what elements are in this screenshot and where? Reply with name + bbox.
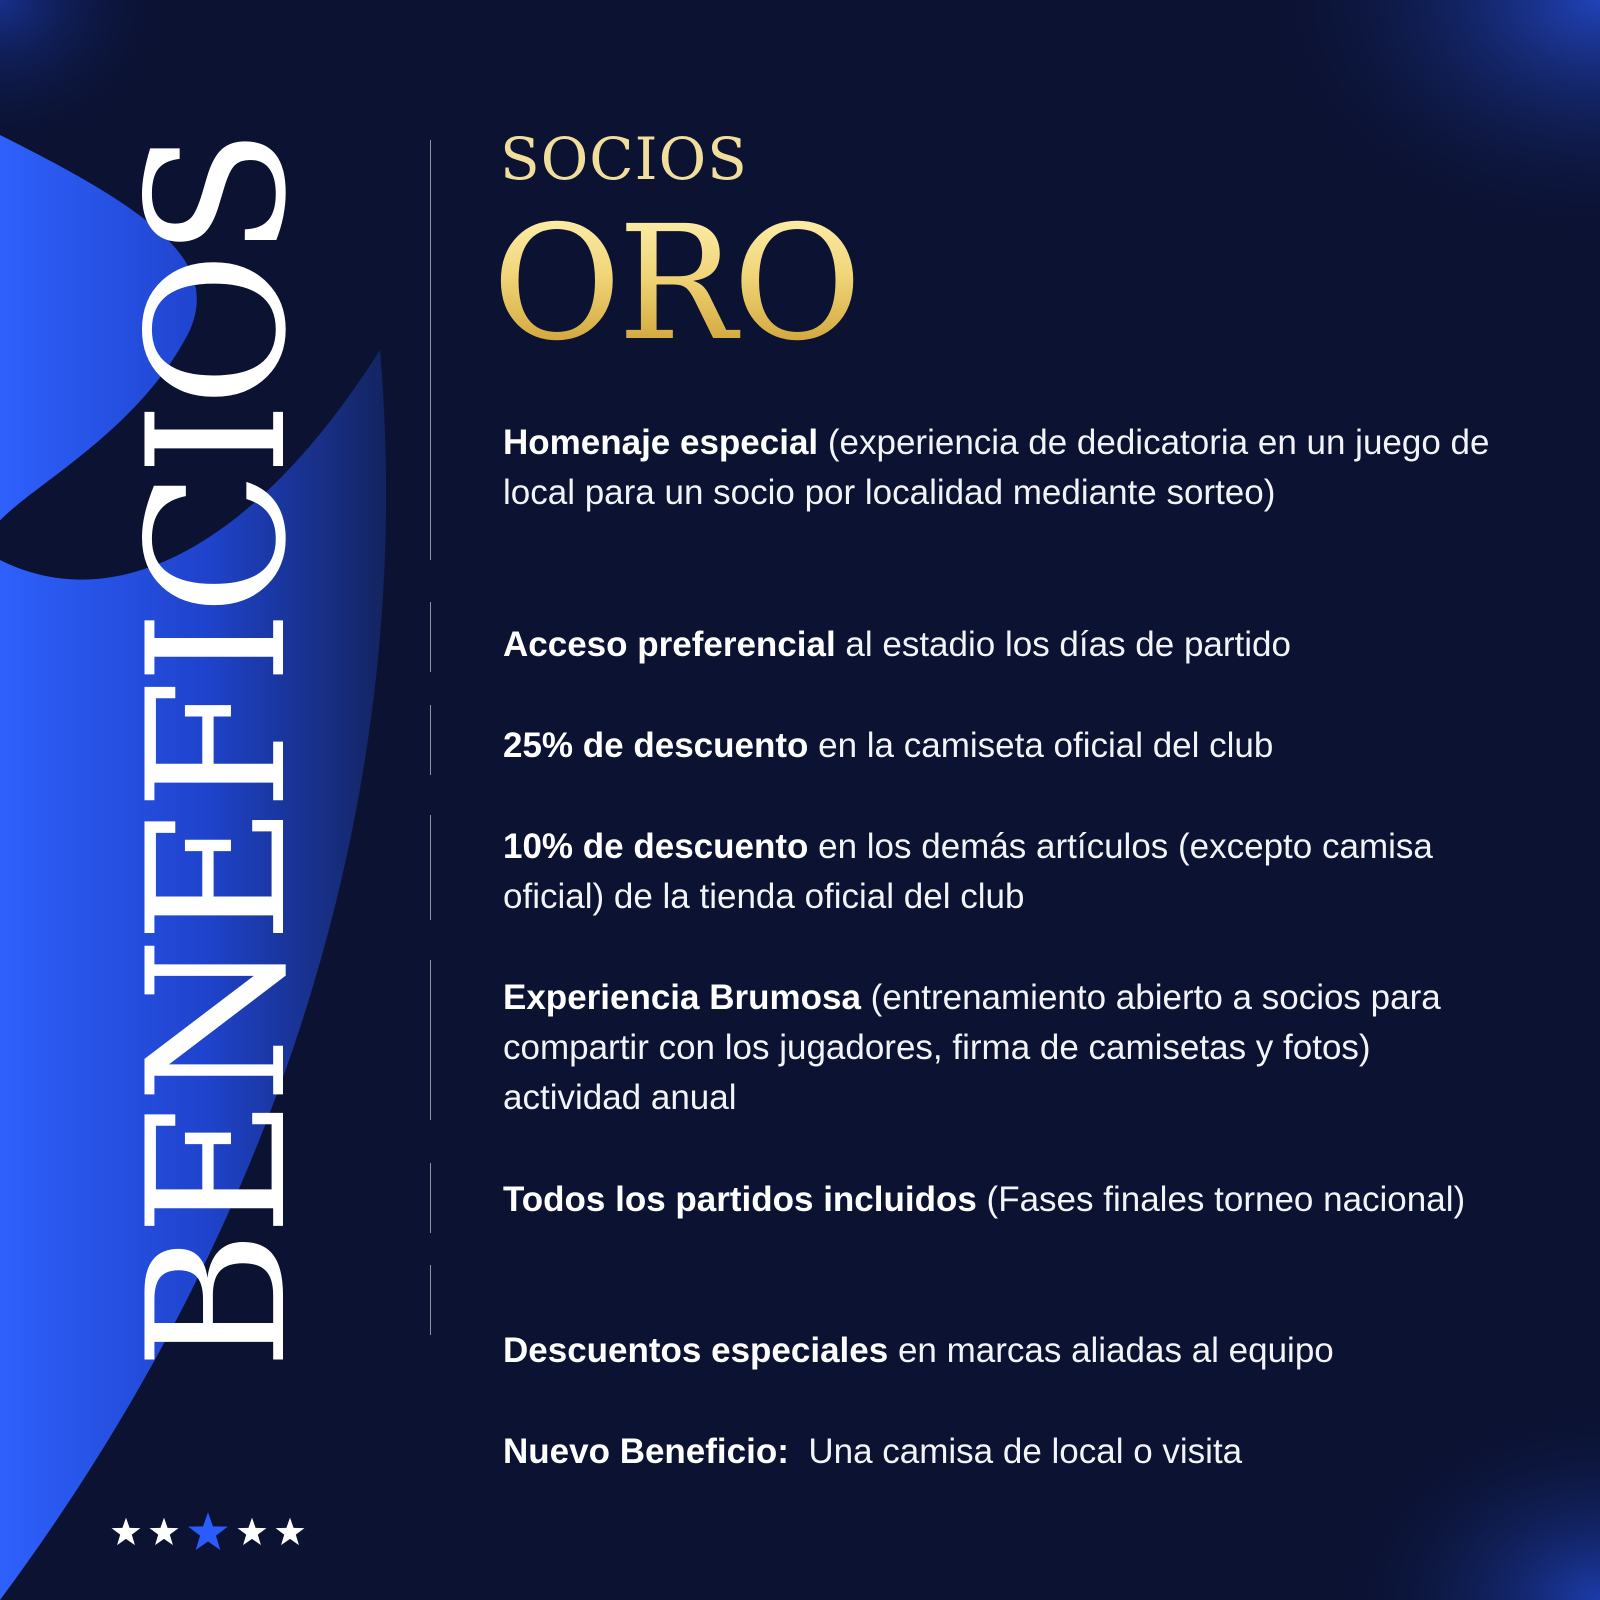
benefit-title: 10% de descuento xyxy=(503,827,809,866)
vertical-title-container xyxy=(107,133,328,1370)
benefit-item xyxy=(503,1427,1513,1477)
star-icon xyxy=(148,1516,180,1548)
divider-line xyxy=(430,1163,431,1233)
benefit-item xyxy=(503,822,1513,922)
benefit-description: en los demás artículos (excepto camisa oficial) de la tienda oficial del club xyxy=(503,827,1433,916)
benefit-item xyxy=(503,721,1513,771)
benefit-title: Descuentos especiales xyxy=(503,1331,889,1370)
benefit-item xyxy=(503,620,1513,670)
divider-line xyxy=(430,602,431,672)
benefit-description: (experiencia de dedicatoria en un juego de local para un socio por localidad mediante sorteo) xyxy=(503,423,1490,512)
benefit-item xyxy=(503,973,1513,1123)
benefit-description: (entrenamiento abierto a socios para compartir con los jugadores, firma de camisetas y fotos) actividad anual xyxy=(503,978,1441,1117)
star-icon-highlighted xyxy=(186,1510,230,1554)
headline: ORO xyxy=(492,192,859,376)
star-icon xyxy=(236,1516,268,1548)
benefit-title: Acceso preferencial xyxy=(503,625,836,664)
benefit-title: 25% de descuento xyxy=(503,726,809,765)
star-icon xyxy=(110,1516,142,1548)
benefit-title: Todos los partidos incluidos xyxy=(503,1180,977,1219)
benefit-item xyxy=(503,1175,1513,1225)
benefit-description: al estadio los días de partido xyxy=(835,625,1291,664)
vertical-title: BENEFICIOS xyxy=(107,133,328,1370)
benefit-description: (Fases finales torneo nacional) xyxy=(976,1180,1466,1219)
benefit-item xyxy=(503,1326,1513,1376)
eyebrow-text: SOCIOS xyxy=(500,125,748,193)
divider-line xyxy=(430,1265,431,1335)
divider-line xyxy=(430,960,431,1120)
benefit-description: en marcas aliadas al equipo xyxy=(888,1331,1334,1370)
benefit-item xyxy=(503,418,1513,518)
divider-line xyxy=(430,140,431,560)
star-icon xyxy=(274,1516,306,1548)
star-rating xyxy=(110,1510,306,1554)
benefit-title: Nuevo Beneficio: xyxy=(503,1432,789,1471)
benefit-title: Homenaje especial xyxy=(503,423,819,462)
divider-line xyxy=(430,815,431,920)
divider-line xyxy=(430,705,431,775)
benefit-title: Experiencia Brumosa xyxy=(503,978,861,1017)
benefit-description: en la camiseta oficial del club xyxy=(808,726,1274,765)
benefit-description: Una camisa de local o visita xyxy=(788,1432,1243,1471)
